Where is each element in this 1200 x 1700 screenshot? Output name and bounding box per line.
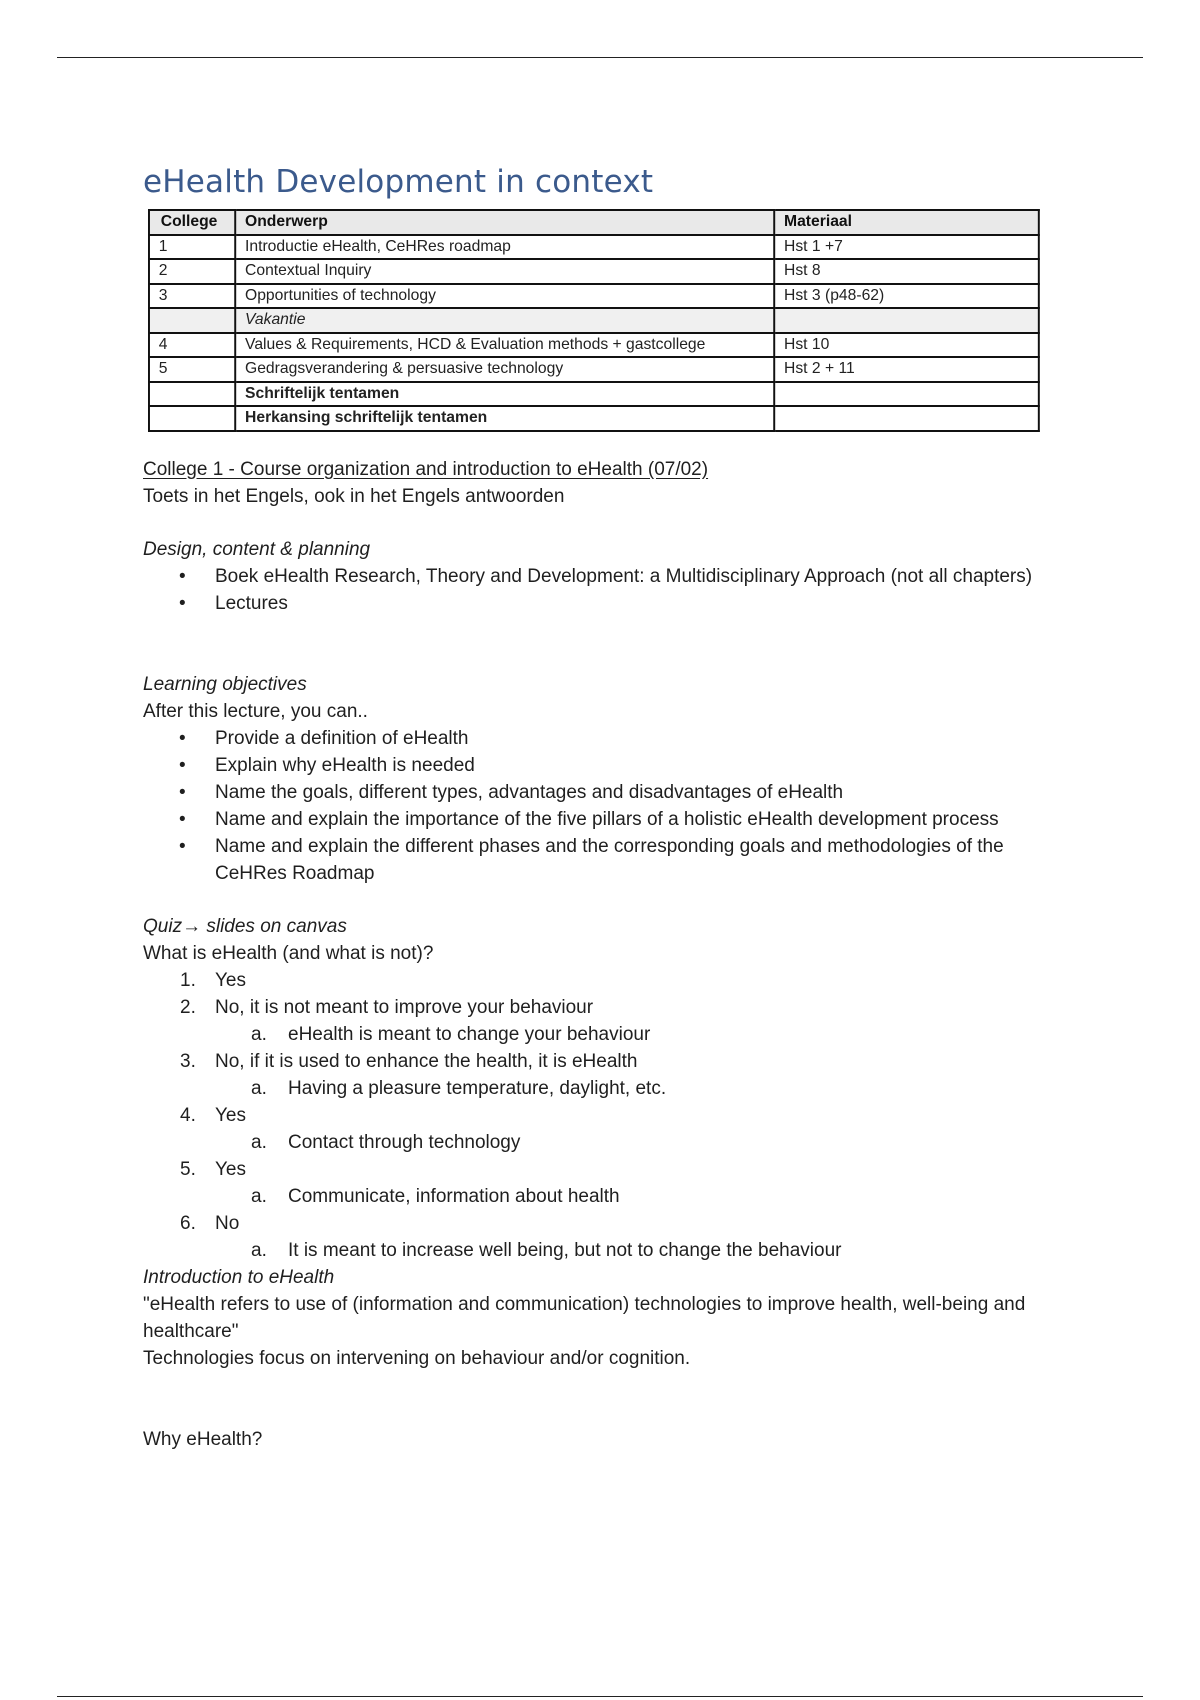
quiz-question: What is eHealth (and what is not)?	[143, 942, 434, 964]
technologies-focus: Technologies focus on intervening on behaviour and/or cognition.	[143, 1347, 691, 1369]
table-row-vacation	[149, 308, 1039, 333]
table-row-exam	[149, 382, 1039, 407]
list-item: • Name and explain the importance of the five pillars of a holistic eHealth development process	[143, 806, 1063, 833]
page-content	[143, 163, 1063, 1453]
cell-onderwerp: Values & Requirements, HCD & Evaluation methods + gastcollege	[235, 333, 774, 358]
quiz-sub-answer	[143, 1075, 1063, 1102]
table-row-resit	[149, 406, 1039, 431]
sub-marker: a.	[251, 1077, 267, 1099]
answer-text: Yes	[215, 969, 246, 991]
sub-marker: a.	[251, 1131, 267, 1153]
list-item: • Name the goals, different types, advantages and disadvantages of eHealth	[143, 779, 1063, 806]
answer-text: No	[215, 1212, 240, 1234]
list-item: • Name and explain the different phases and the corresponding goals and methodologies of the CeHRes Roadmap	[143, 833, 1063, 887]
cell-materiaal	[774, 382, 1039, 407]
sub-answer-text: eHealth is meant to change your behaviour	[288, 1023, 651, 1045]
list-item: • Explain why eHealth is needed	[143, 752, 1063, 779]
table-row	[149, 235, 1039, 260]
exam-language-note: Toets in het Engels, ook in het Engels antwoorden	[143, 485, 565, 507]
cell-materiaal	[774, 308, 1039, 333]
answer-text: Yes	[215, 1158, 246, 1180]
answer-text: Yes	[215, 1104, 246, 1126]
table-row	[149, 284, 1039, 309]
cell-college: 1	[149, 235, 235, 260]
quiz-heading	[143, 913, 1063, 940]
section-heading-college-1: College 1 - Course organization and introduction to eHealth (07/02)	[143, 458, 709, 480]
quiz-sub-answer	[143, 1237, 1063, 1264]
answer-number: 6.	[180, 1212, 196, 1234]
quiz-answer	[143, 1156, 1063, 1183]
cell-materiaal: Hst 2 + 11	[774, 357, 1039, 382]
cell-onderwerp: Contextual Inquiry	[235, 259, 774, 284]
cell-onderwerp: Opportunities of technology	[235, 284, 774, 309]
sub-marker: a.	[251, 1185, 267, 1207]
objectives-heading: Learning objectives	[143, 673, 307, 695]
answer-number: 1.	[180, 969, 196, 991]
cell-college: 2	[149, 259, 235, 284]
sub-marker: a.	[251, 1239, 267, 1261]
quiz-answer	[143, 1048, 1063, 1075]
lecture-notes	[143, 456, 1063, 1453]
arrow-right-icon: →	[182, 915, 202, 937]
sub-answer-text: Communicate, information about health	[288, 1185, 620, 1207]
cell-materiaal: Hst 10	[774, 333, 1039, 358]
sub-answer-text: Contact through technology	[288, 1131, 521, 1153]
cell-onderwerp: Herkansing schriftelijk tentamen	[235, 406, 774, 431]
cell-onderwerp: Introductie eHealth, CeHRes roadmap	[235, 235, 774, 260]
cell-materiaal	[774, 406, 1039, 431]
cell-college: 3	[149, 284, 235, 309]
cell-college	[149, 308, 235, 333]
schedule-table	[148, 209, 1040, 432]
answer-number: 4.	[180, 1104, 196, 1126]
answer-text: No, it is not meant to improve your behaviour	[215, 996, 594, 1018]
quiz-answer	[143, 967, 1063, 994]
sub-marker: a.	[251, 1023, 267, 1045]
column-header-onderwerp: Onderwerp	[235, 210, 774, 235]
list-item: • Provide a definition of eHealth	[143, 725, 1063, 752]
quiz-sub-answer	[143, 1129, 1063, 1156]
sub-answer-text: Having a pleasure temperature, daylight, etc.	[288, 1077, 667, 1099]
table-row	[149, 259, 1039, 284]
list-item: • Lectures	[143, 590, 1063, 617]
answer-number: 3.	[180, 1050, 196, 1072]
table-row	[149, 333, 1039, 358]
objectives-list	[143, 725, 1063, 887]
cell-materiaal: Hst 8	[774, 259, 1039, 284]
footer-rule	[57, 1696, 1143, 1697]
quiz-heading-text: slides on canvas	[201, 915, 347, 937]
column-header-college: College	[149, 210, 235, 235]
quiz-answer	[143, 1102, 1063, 1129]
cell-materiaal: Hst 3 (p48-62)	[774, 284, 1039, 309]
design-list	[143, 563, 1063, 617]
quiz-answer	[143, 1210, 1063, 1237]
document-title: eHealth Development in context	[143, 164, 654, 200]
intro-heading: Introduction to eHealth	[143, 1266, 335, 1288]
sub-answer-text: It is meant to increase well being, but not to change the behaviour	[288, 1239, 842, 1261]
column-header-materiaal: Materiaal	[774, 210, 1039, 235]
table-header-row	[149, 210, 1039, 235]
answer-text: No, if it is used to enhance the health, it is eHealth	[215, 1050, 638, 1072]
cell-onderwerp: Schriftelijk tentamen	[235, 382, 774, 407]
quiz-sub-answer	[143, 1021, 1063, 1048]
cell-materiaal: Hst 1 +7	[774, 235, 1039, 260]
objectives-intro: After this lecture, you can..	[143, 700, 368, 722]
cell-college	[149, 406, 235, 431]
cell-college	[149, 382, 235, 407]
quiz-heading-label: Quiz	[143, 915, 183, 937]
answer-number: 5.	[180, 1158, 196, 1180]
table-row	[149, 357, 1039, 382]
design-heading: Design, content & planning	[143, 538, 371, 560]
quiz-sub-answer	[143, 1183, 1063, 1210]
list-item: • Boek eHealth Research, Theory and Development: a Multidisciplinary Approach (not all chapters)	[143, 563, 1063, 590]
cell-college: 4	[149, 333, 235, 358]
cell-onderwerp: Gedragsverandering & persuasive technology	[235, 357, 774, 382]
ehealth-definition: "eHealth refers to use of (information and communication) technologies to improve health, well-being and healthcare"	[143, 1293, 1026, 1342]
header-rule	[57, 57, 1143, 58]
why-ehealth-heading: Why eHealth?	[143, 1428, 263, 1450]
cell-college: 5	[149, 357, 235, 382]
cell-onderwerp: Vakantie	[235, 308, 774, 333]
answer-number: 2.	[180, 996, 196, 1018]
quiz-answer	[143, 994, 1063, 1021]
